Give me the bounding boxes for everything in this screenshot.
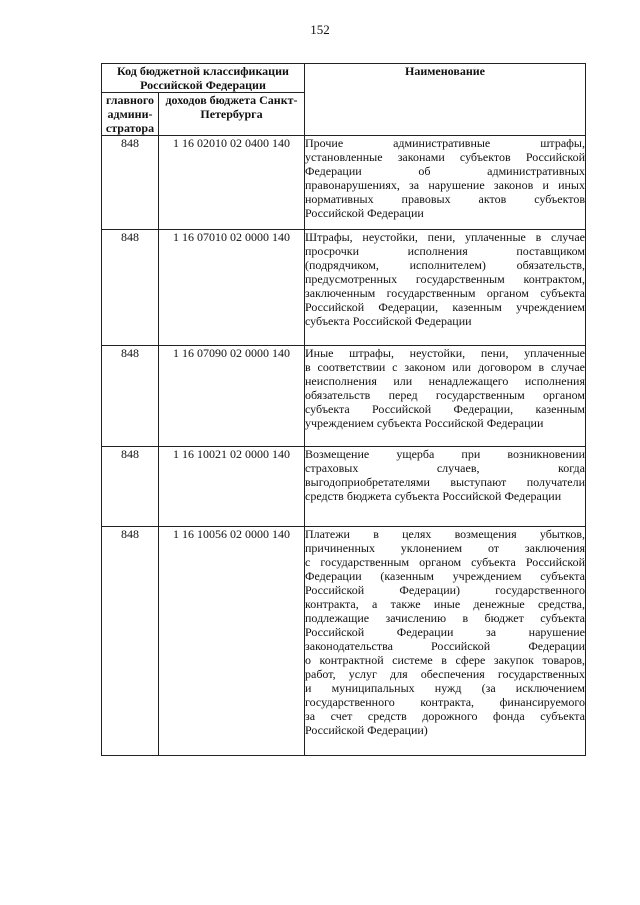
header-budget-income: доходов бюджета Санкт-Петербурга [159,93,305,136]
name-text-line: выгодоприобретателями выступают получатели [305,475,585,489]
name-text-line: государственного контракта, финансируемого [305,695,585,709]
name-text-line: Штрафы, неустойки, пени, уплаченные в случае [305,230,585,244]
name-text-line: Российской Федерации) государственного [305,583,585,597]
admin-code-cell: 848 [102,346,159,447]
income-code-cell: 1 16 02010 02 0400 140 [159,136,305,230]
name-cell [305,527,586,756]
name-text-line: контракта, а также иные денежные средства, [305,597,585,611]
admin-code-cell: 848 [102,527,159,756]
table-row [102,346,586,447]
admin-code-cell: 848 [102,136,159,230]
name-text-line: Возмещение ущерба при возникновении [305,447,585,461]
name-text-line: работ, услуг для обеспечения государственных [305,667,585,681]
name-text-line: и муниципальных нужд (за исключением [305,681,585,695]
name-text-line: о контрактной системе в сфере закупок товаров, [305,653,585,667]
income-code-cell: 1 16 07010 02 0000 140 [159,230,305,346]
name-text-line: субъекта Российской Федерации, казенным [305,402,585,416]
name-text-line: Платежи в целях возмещения убытков, [305,527,585,541]
name-text-line: правонарушениях, за нарушение законов и иных [305,178,585,192]
name-text-line: нормативных правовых актов субъектов [305,192,585,206]
header-name: Наименование [305,64,586,136]
name-text-line: с государственным органом субъекта Российской [305,555,585,569]
name-text-line: обязательств перед государственным органом [305,388,585,402]
header-classification-code: Код бюджетной классификации Российской Федерации [102,64,305,93]
name-text-line: субъекта Российской Федерации [305,314,472,328]
name-text-line: Российской Федерации, казенным учреждением [305,300,585,314]
name-cell [305,136,586,230]
name-text-line: законодательства Российской Федерации [305,639,585,653]
name-text-line: причиненных уклонением от заключения [305,541,585,555]
income-code-cell: 1 16 07090 02 0000 140 [159,346,305,447]
admin-code-cell: 848 [102,447,159,527]
name-text-line: Российской Федерации за нарушение [305,625,585,639]
name-text-line: Иные штрафы, неустойки, пени, уплаченные [305,346,585,360]
name-text-line: учреждением субъекта Российской Федерации [305,416,544,430]
admin-code-cell: 848 [102,230,159,346]
table-row [102,136,586,230]
name-text-line: Федерации (казенным учреждением субъекта [305,569,585,583]
name-cell [305,346,586,447]
name-text-line: Российской Федерации) [305,723,428,737]
page-number: 152 [310,22,330,37]
name-text-line: установленные законами субъектов Российской [305,150,585,164]
name-text-line: подлежащие зачислению в бюджет субъекта [305,611,585,625]
income-code-cell: 1 16 10021 02 0000 140 [159,447,305,527]
header-chief-administrator: главного админи-стратора [102,93,159,136]
income-code-cell: 1 16 10056 02 0000 140 [159,527,305,756]
name-text-line: в соответствии с законом или договором в случае [305,360,585,374]
name-text-line: Федерации об административных [305,164,585,178]
name-text-line: Российской Федерации [305,206,424,220]
name-text-line: за счет средств дорожного фонда субъекта [305,709,585,723]
name-text-line: заключенным государственным органом субъекта [305,286,585,300]
name-text-line: средств бюджета субъекта Российской Федерации [305,489,562,503]
name-text-line: предусмотренных государственным контрактом, [305,272,585,286]
name-text-line: просрочки исполнения поставщиком [305,244,585,258]
name-text-line: неисполнения или ненадлежащего исполнения [305,374,585,388]
table-row [102,230,586,346]
name-cell [305,230,586,346]
table-row [102,527,586,756]
name-text-line: Прочие административные штрафы, [305,136,585,150]
budget-classification-table [101,63,586,756]
name-text-line: (подрядчиком, исполнителем) обязательств, [305,258,585,272]
name-cell [305,447,586,527]
table-row [102,447,586,527]
name-text-line: страховых случаев, когда [305,461,585,475]
